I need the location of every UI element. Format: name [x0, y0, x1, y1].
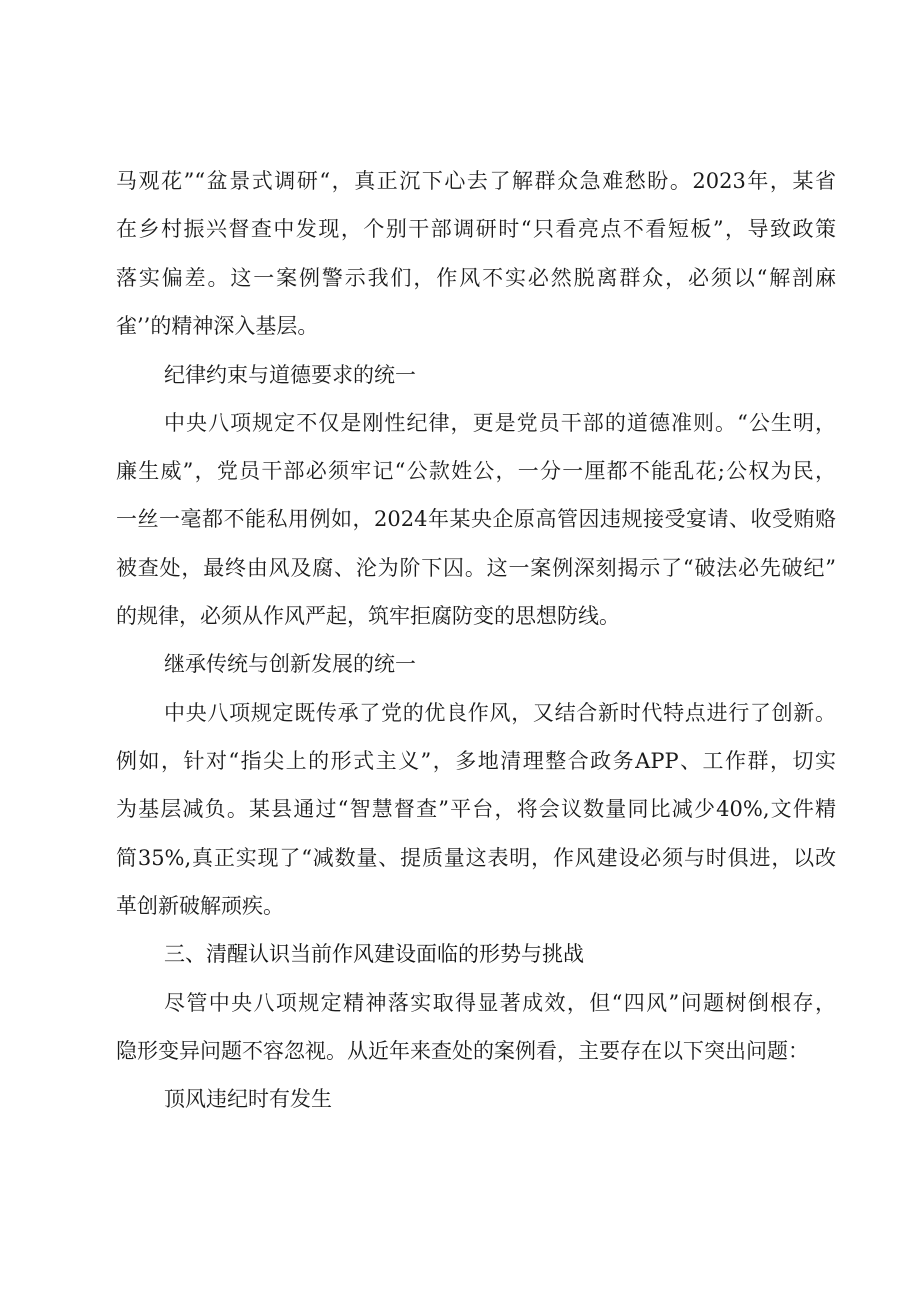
paragraph-line: 马观花”“盆景式调研“，真正沉下心去了解群众急难愁盼。2023年，某省	[116, 169, 836, 193]
paragraph-line: 例如，针对“指尖上的形式主义”，多地清理整合政务APP、工作群，切实	[116, 749, 836, 773]
paragraph-line: 中央八项规定既传承了党的优良作风，又结合新时代特点进行了创新。	[164, 701, 836, 725]
paragraph-line: 一丝一毫都不能私用例如，2024年某央企原高管因违规接受宴请、收受贿赂	[116, 507, 836, 531]
paragraph-line: 雀’’的精神深入基层。	[116, 314, 319, 338]
section-subheading: 继承传统与创新发展的统一	[164, 652, 416, 676]
paragraph-line: 的规律，必须从作风严起，筑牢拒腐防变的思想防线。	[116, 604, 620, 628]
paragraph-line: 简35%,真正实现了“减数量、提质量这表明，作风建设必须与时俱进，以改	[116, 846, 836, 870]
paragraph-line: 落实偏差。这一案例警示我们，作风不实必然脱离群众，必须以“解剖麻	[116, 266, 836, 290]
paragraph-line: 廉生威”，党员干部必须牢记“公款姓公，一分一厘都不能乱花;公权为民，	[116, 459, 836, 483]
paragraph-line: 隐形变异问题不容忽视。从近年来查处的案例看，主要存在以下突出问题：	[116, 1039, 809, 1063]
section-subheading: 顶风违纪时有发生	[164, 1087, 332, 1111]
paragraph-line: 中央八项规定不仅是刚性纪律，更是党员干部的道德准则。“公生明，	[164, 411, 836, 435]
paragraph-line: 革创新破解顽疾。	[116, 894, 284, 918]
paragraph-line: 在乡村振兴督查中发现，个别干部调研时“只看亮点不看短板”，导致政策	[116, 217, 836, 241]
section-heading: 三、清醒认识当前作风建设面临的形势与挑战	[164, 942, 584, 966]
section-subheading: 纪律约束与道德要求的统一	[164, 363, 416, 387]
paragraph-line: 尽管中央八项规定精神落实取得显著成效，但“四风”问题树倒根存，	[164, 991, 836, 1015]
paragraph-line: 为基层减负。某县通过“智慧督查”平台，将会议数量同比减少40%,文件精	[116, 797, 836, 821]
paragraph-line: 被查处，最终由风及腐、沦为阶下囚。这一案例深刻揭示了“破法必先破纪”	[116, 556, 836, 580]
